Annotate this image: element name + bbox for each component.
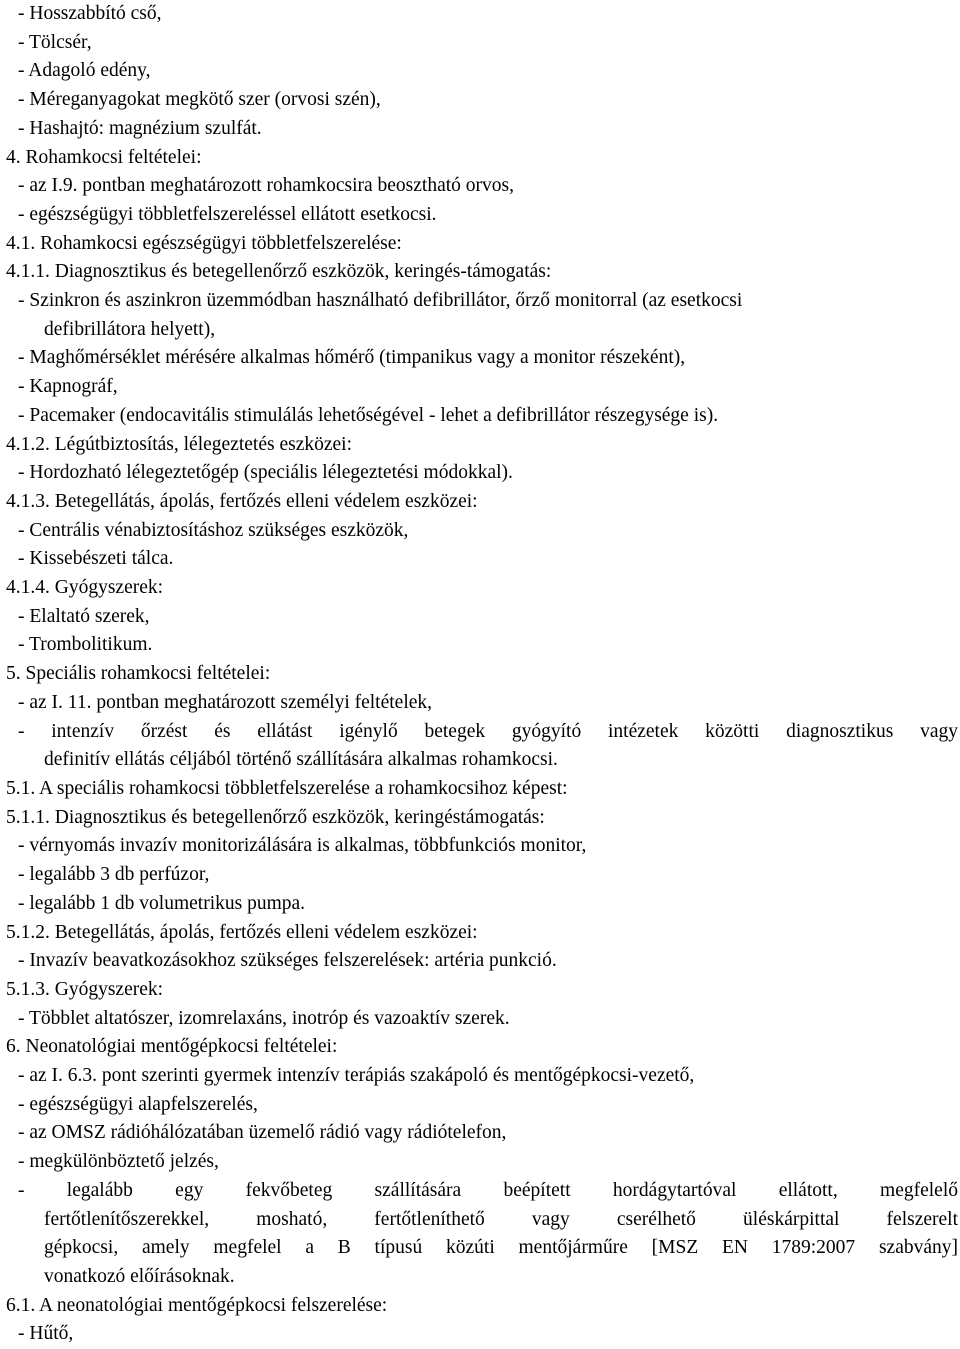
list-item: - Kissebészeti tálca.: [18, 548, 174, 570]
subsection-heading: 4.1.2. Légútbiztosítás, lélegeztetés eszközei:: [6, 433, 353, 455]
list-item: - legalább 3 db perfúzor,: [18, 864, 210, 886]
list-item: - az I. 11. pontban meghatározott személyi feltételek,: [18, 691, 433, 713]
list-item: - legalább egy fekvőbeteg szállítására beépített hordágytartóval ellátott, megfelelő: [18, 1179, 958, 1201]
subsection-heading: 4.1.1. Diagnosztikus és betegellenőrző eszközök, keringés-támogatás:: [6, 261, 552, 283]
subsection-heading: 4.1. Rohamkocsi egészségügyi többletfelszerelése:: [6, 232, 402, 254]
list-item-continuation: defibrillátora helyett),: [44, 318, 216, 340]
subsection-heading: 5.1.2. Betegellátás, ápolás, fertőzés elleni védelem eszközei:: [6, 921, 478, 943]
section-heading: 4. Rohamkocsi feltételei:: [6, 146, 202, 168]
list-item-continuation: gépkocsi, amely megfelel a B típusú közúti mentőjárműre [MSZ EN 1789:2007 szabvány]: [44, 1237, 958, 1259]
list-item: - intenzív őrzést és ellátást igénylő betegek gyógyító intézetek közötti diagnosztikus vagy: [18, 720, 958, 742]
subsection-heading: 6.1. A neonatológiai mentőgépkocsi felszerelése:: [6, 1294, 388, 1316]
list-item: - egészségügyi alapfelszerelés,: [18, 1093, 258, 1115]
list-item-continuation: vonatkozó előírásoknak.: [44, 1265, 235, 1287]
list-item: - Trombolitikum.: [18, 634, 153, 656]
list-item: - vérnyomás invazív monitorizálására is alkalmas, többfunkciós monitor,: [18, 835, 587, 857]
subsection-heading: 5.1.3. Gyógyszerek:: [6, 978, 164, 1000]
section-heading: 5. Speciális rohamkocsi feltételei:: [6, 663, 271, 685]
list-item: - Pacemaker (endocavitális stimulálás lehetőségével - lehet a defibrillátor részegysége is).: [18, 404, 719, 426]
list-item: - Hashajtó: magnézium szulfát.: [18, 117, 262, 139]
list-item: - Invazív beavatkozásokhoz szükséges felszerelések: artéria punkció.: [18, 950, 557, 972]
list-item: - az OMSZ rádióhálózatában üzemelő rádió vagy rádiótelefon,: [18, 1122, 507, 1144]
subsection-heading: 4.1.3. Betegellátás, ápolás, fertőzés elleni védelem eszközei:: [6, 490, 478, 512]
list-item: - Tölcsér,: [18, 31, 92, 53]
list-item: - az I. 6.3. pont szerinti gyermek intenzív terápiás szakápoló és mentőgépkocsi-vezető,: [18, 1065, 695, 1087]
list-item: - Centrális vénabiztosításhoz szükséges eszközök,: [18, 519, 409, 541]
subsection-heading: 5.1. A speciális rohamkocsi többletfelszerelése a rohamkocsihoz képest:: [6, 777, 568, 799]
list-item: - az I.9. pontban meghatározott rohamkocsira beosztható orvos,: [18, 175, 515, 197]
list-item-continuation: definitív ellátás céljából történő szállítására alkalmas rohamkocsi.: [44, 749, 558, 771]
list-item: - megkülönböztető jelzés,: [18, 1151, 219, 1173]
list-item: - Méreganyagokat megkötő szer (orvosi szén),: [18, 89, 381, 111]
list-item: - Hosszabbító cső,: [18, 3, 162, 24]
list-item: - Elaltató szerek,: [18, 605, 150, 627]
list-item: - Adagoló edény,: [18, 60, 151, 82]
section-heading: 6. Neonatológiai mentőgépkocsi feltételei:: [6, 1036, 338, 1058]
list-item-continuation: fertőtlenítőszerekkel, mosható, fertőtleníthető vagy cserélhető üléskárpittal felszerelt: [44, 1208, 958, 1230]
list-item: - egészségügyi többletfelszereléssel ellátott esetkocsi.: [18, 203, 437, 225]
list-item: - Szinkron és aszinkron üzemmódban használható defibrillátor, őrző monitorral (az esetkocsi: [18, 290, 743, 312]
list-item: - Többlet altatószer, izomrelaxáns, inotróp és vazoaktív szerek.: [18, 1007, 510, 1029]
subsection-heading: 4.1.4. Gyógyszerek:: [6, 577, 164, 599]
subsection-heading: 5.1.1. Diagnosztikus és betegellenőrző eszközök, keringéstámogatás:: [6, 806, 545, 828]
document-body: [6, 0, 958, 1349]
list-item: - Kapnográf,: [18, 376, 118, 398]
list-item: - Hűtő,: [18, 1323, 74, 1345]
list-item: - Hordozható lélegeztetőgép (speciális lélegeztetési módokkal).: [18, 462, 513, 484]
list-item: - Maghőmérséklet mérésére alkalmas hőmérő (timpanikus vagy a monitor részeként),: [18, 347, 686, 369]
list-item: - legalább 1 db volumetrikus pumpa.: [18, 892, 306, 914]
